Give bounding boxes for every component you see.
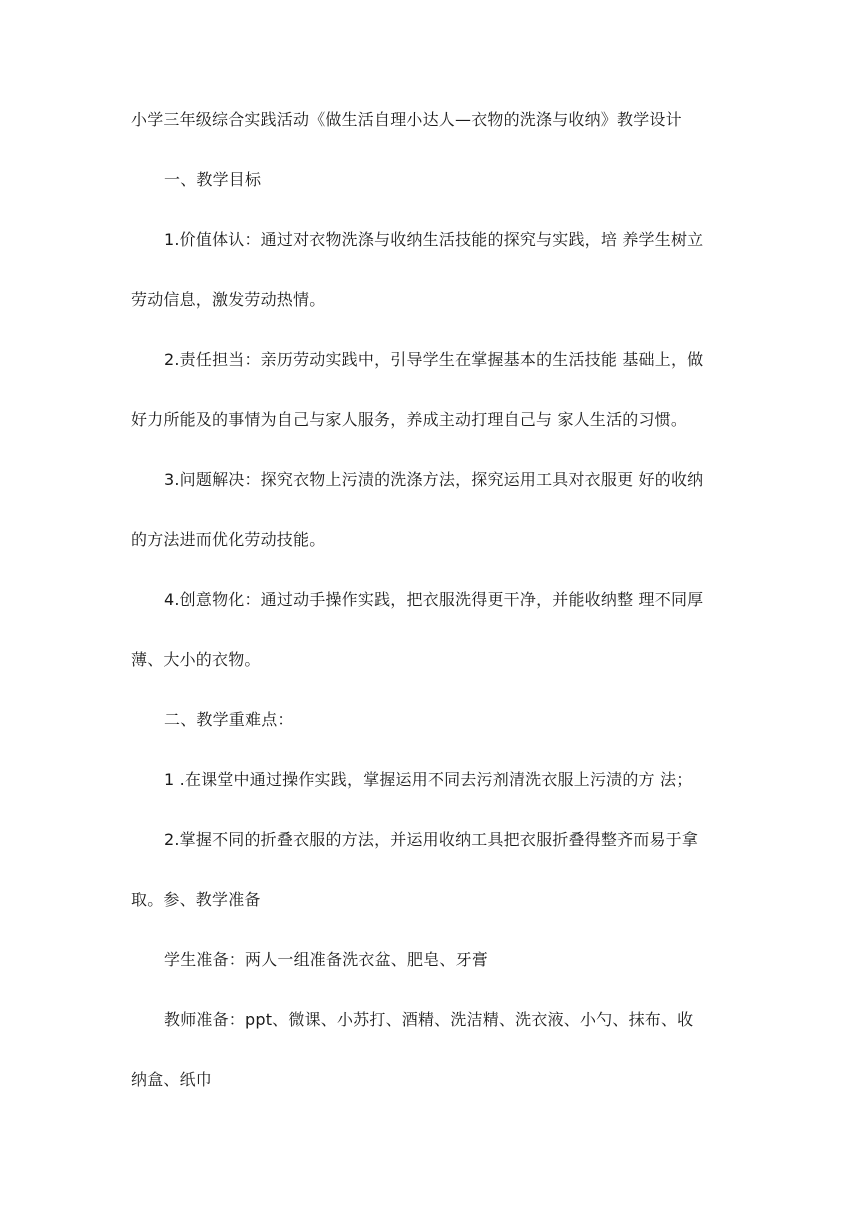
goal-2-line-2: 好力所能及的事情为自己与家人服务，养成主动打理自己与 家人生活的习惯。: [131, 410, 688, 429]
document-title: 小学三年级综合实践活动《做生活自理小达人—衣物的洗涤与收纳》教学设计: [131, 110, 682, 129]
section-heading-key-points: 二、教学重难点：: [164, 710, 294, 729]
goal-4-line-1: 4.创意物化：通过动手操作实践，把衣服洗得更干净，并能收纳整 理不同厚: [164, 590, 704, 609]
teacher-preparation-line-2: 纳盒、纸巾: [131, 1070, 213, 1089]
goal-1-line-2: 劳动信息，激发劳动热情。: [131, 290, 326, 309]
key-point-2-line-1: 2.掌握不同的折叠衣服的方法，并运用收纳工具把衣服折叠得整齐而易于拿: [164, 830, 699, 849]
goal-2-line-1: 2.责任担当：亲历劳动实践中，引导学生在掌握基本的生活技能 基础上，做: [164, 350, 704, 369]
goal-1-line-1: 1.价值体认：通过对衣物洗涤与收纳生活技能的探究与实践，培 养学生树立: [164, 230, 704, 249]
key-point-1: 1 .在课堂中通过操作实践，掌握运用不同去污剂清洗衣服上污渍的方 法；: [164, 770, 693, 789]
goal-4-line-2: 薄、大小的衣物。: [131, 650, 261, 669]
teacher-preparation-line-1: 教师准备：ppt、微课、小苏打、酒精、洗洁精、洗衣液、小勺、抹布、收: [164, 1010, 694, 1029]
student-preparation: 学生准备：两人一组准备洗衣盆、肥皂、牙膏: [164, 950, 489, 969]
goal-3-line-2: 的方法进而优化劳动技能。: [131, 530, 326, 549]
goal-3-line-1: 3.问题解决：探究衣物上污渍的洗涤方法，探究运用工具对衣服更 好的收纳: [164, 470, 704, 489]
key-point-2-line-2: 取。参、教学准备: [131, 890, 261, 909]
section-heading-goals: 一、教学目标: [164, 170, 262, 189]
